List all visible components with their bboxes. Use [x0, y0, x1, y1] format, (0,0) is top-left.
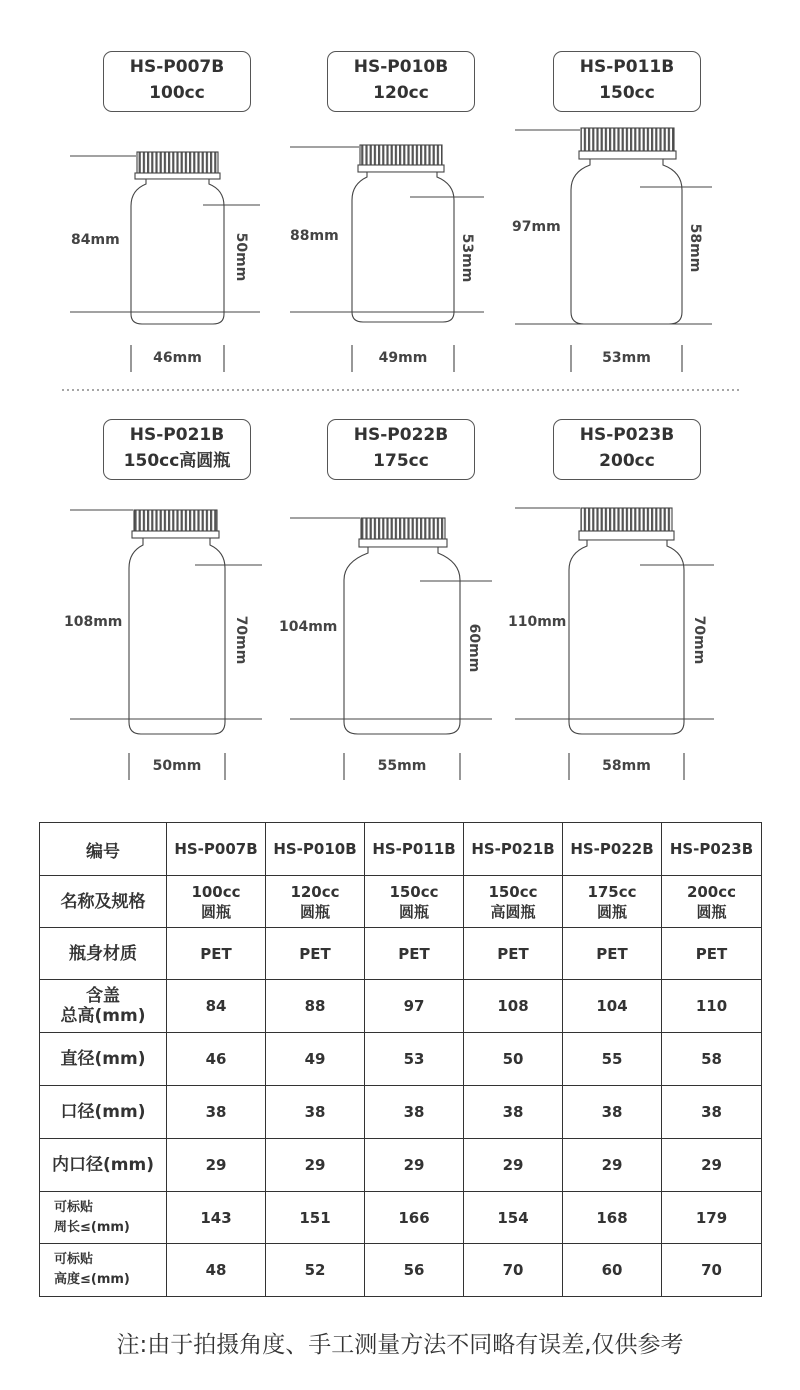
- table-cell-line: 29: [701, 1156, 722, 1174]
- table-row: [40, 1086, 762, 1139]
- disclaimer-note: 注:由于拍摄角度、手工测量方法不同略有误差,仅供参考: [116, 1332, 684, 1358]
- table-row-header-line: 周长≤(mm): [54, 1219, 130, 1235]
- table-cell: [563, 876, 662, 928]
- table-cell: [167, 1192, 266, 1244]
- table-row-header: [40, 980, 167, 1033]
- table-cell: HS-P007B: [167, 823, 266, 876]
- table-cell: [563, 1244, 662, 1297]
- total-height-label: 88mm: [290, 228, 339, 244]
- table-cell: [167, 1244, 266, 1297]
- table-cell-line: 88: [304, 997, 326, 1015]
- table-cell-line: 179: [695, 1208, 728, 1227]
- table-cell: [167, 1139, 266, 1192]
- product-code: HS-P021B: [129, 425, 225, 445]
- table-cell-line: 58: [701, 1050, 722, 1068]
- product-volume: 175cc: [373, 451, 429, 471]
- table-cell: [464, 980, 563, 1033]
- bottle-hs-p023b: [515, 508, 714, 780]
- table-cell: HS-P021B: [464, 823, 563, 876]
- table-cell: [266, 1033, 365, 1086]
- table-cell-line: 151: [299, 1208, 331, 1227]
- table-cell-line: 70: [701, 1261, 722, 1279]
- table-cell: [464, 1033, 563, 1086]
- table-cell: [563, 1033, 662, 1086]
- spec-table: [39, 822, 762, 1297]
- table-cell-line: 175cc: [587, 882, 637, 901]
- table-cell-line: 29: [304, 1156, 326, 1174]
- table-row: [40, 1244, 762, 1297]
- table-cell-line: 50: [502, 1050, 524, 1068]
- table-cell: [662, 1192, 762, 1244]
- table-row-header-line: 名称及规格: [60, 891, 146, 912]
- table-row-header: [40, 1086, 167, 1139]
- bottle-hs-p010b: [290, 145, 484, 372]
- body-height-label: 58mm: [687, 223, 703, 273]
- product-volume: 200cc: [599, 451, 655, 471]
- table-cell-line: 143: [200, 1208, 232, 1227]
- table-cell: [167, 1086, 266, 1139]
- table-cell: [662, 928, 762, 980]
- table-row: [40, 876, 762, 928]
- table-cell: [563, 980, 662, 1033]
- table-cell-line: 166: [398, 1208, 430, 1227]
- table-cell-line: 29: [502, 1156, 524, 1174]
- table-row-header: [40, 1192, 167, 1244]
- table-cell: [365, 1139, 464, 1192]
- table-cell-line: 圆瓶: [398, 902, 429, 921]
- table-cell-line: 150cc: [488, 882, 538, 901]
- total-height-label: 110mm: [508, 614, 567, 630]
- table-cell: [266, 928, 365, 980]
- product-code: HS-P010B: [353, 57, 449, 77]
- bottle-hs-p022b: [290, 518, 492, 780]
- total-height-label: 84mm: [71, 232, 120, 248]
- product-volume: 150cc高圆瓶: [123, 451, 231, 471]
- table-cell-line: 高圆瓶: [490, 902, 536, 921]
- total-height-label: 104mm: [279, 619, 338, 635]
- table-cell-line: 52: [304, 1261, 326, 1279]
- total-height-label: 97mm: [512, 219, 561, 235]
- bottle-cap: [137, 152, 218, 174]
- table-cell-line: 110: [695, 997, 728, 1015]
- table-row-header: [40, 1033, 167, 1086]
- table-cell-line: 圆瓶: [200, 902, 231, 921]
- table-row: [40, 1033, 762, 1086]
- diameter-label: 55mm: [377, 758, 427, 774]
- table-cell: [365, 980, 464, 1033]
- table-cell: [266, 1244, 365, 1297]
- table-cell-line: 56: [403, 1261, 425, 1279]
- table-cell: [464, 1244, 563, 1297]
- table-cell: HS-P010B: [266, 823, 365, 876]
- table-cell-line: PET: [398, 944, 430, 963]
- table-row-header: [40, 876, 167, 928]
- table-cell-line: 38: [205, 1103, 227, 1121]
- table-cell: [365, 1244, 464, 1297]
- product-volume: 120cc: [373, 83, 429, 103]
- body-height-label: 60mm: [466, 623, 482, 673]
- table-cell: [662, 980, 762, 1033]
- table-cell: [266, 1192, 365, 1244]
- diameter-label: 50mm: [152, 758, 202, 774]
- bottle-cap: [581, 128, 674, 152]
- table-row: [40, 1139, 762, 1192]
- table-cell: [563, 1192, 662, 1244]
- table-cell: [464, 1139, 563, 1192]
- table-cell: [167, 876, 266, 928]
- body-height-label: 70mm: [691, 615, 707, 665]
- table-cell-line: 108: [497, 997, 529, 1015]
- table-cell-line: 104: [596, 997, 628, 1015]
- product-code: HS-P011B: [579, 57, 675, 77]
- table-cell-line: 38: [304, 1103, 326, 1121]
- bottle-cap: [360, 145, 442, 166]
- diameter-label: 53mm: [602, 350, 651, 366]
- table-cell: [266, 1139, 365, 1192]
- table-cell-line: 97: [403, 997, 425, 1015]
- bottle-cap: [134, 510, 217, 532]
- product-code: HS-P007B: [129, 57, 225, 77]
- table-cell-line: 120cc: [290, 882, 340, 901]
- product-code: HS-P023B: [579, 425, 675, 445]
- table-cell-line: 圆瓶: [596, 902, 627, 921]
- product-volume: 100cc: [149, 83, 205, 103]
- table-cell-line: PET: [497, 944, 529, 963]
- product-volume: 150cc: [599, 83, 655, 103]
- table-cell: [464, 1086, 563, 1139]
- table-cell: HS-P023B: [662, 823, 762, 876]
- diameter-label: 49mm: [378, 350, 428, 366]
- table-row-header: [40, 1244, 167, 1297]
- table-row-header-line: 含盖: [86, 986, 120, 1006]
- total-height-label: 108mm: [64, 614, 123, 630]
- table-cell: HS-P011B: [365, 823, 464, 876]
- table-cell-line: 38: [502, 1103, 524, 1121]
- table-cell-line: 70: [502, 1261, 524, 1279]
- table-cell-line: 200cc: [686, 882, 737, 901]
- bottle-cap: [361, 518, 445, 540]
- table-row: [40, 1192, 762, 1244]
- table-cell: [365, 928, 464, 980]
- table-cell-line: 53: [403, 1050, 425, 1068]
- product-code: HS-P022B: [353, 425, 449, 445]
- table-cell: [365, 876, 464, 928]
- table-cell-line: 46: [205, 1050, 227, 1068]
- table-row-header: 编号: [40, 823, 167, 876]
- table-cell: [464, 1192, 563, 1244]
- table-cell: [662, 876, 762, 928]
- diameter-label: 46mm: [153, 350, 202, 366]
- table-row: [40, 980, 762, 1033]
- table-cell-line: 49: [304, 1050, 326, 1068]
- table-row-header-line: 口径(mm): [60, 1102, 146, 1122]
- table-cell: [167, 980, 266, 1033]
- table-cell: [365, 1033, 464, 1086]
- bottle-hs-p011b: [515, 128, 712, 372]
- table-cell: [167, 1033, 266, 1086]
- table-cell-line: PET: [299, 944, 331, 963]
- body-height-label: 50mm: [233, 232, 249, 282]
- table-cell-line: 圆瓶: [299, 902, 330, 921]
- table-row-header-line: 高度≤(mm): [54, 1272, 130, 1287]
- body-height-label: 53mm: [459, 233, 475, 283]
- table-cell-line: 48: [205, 1261, 227, 1279]
- table-cell: [167, 928, 266, 980]
- table-cell-line: PET: [200, 944, 232, 963]
- bottle-hs-p007b: [70, 152, 260, 372]
- table-cell-line: 168: [596, 1208, 628, 1227]
- table-row-header: [40, 1139, 167, 1192]
- table-cell-line: PET: [695, 944, 728, 963]
- table-row-header-line: 瓶身材质: [69, 943, 137, 964]
- table-cell-line: 84: [205, 997, 227, 1015]
- body-height-label: 70mm: [233, 615, 249, 665]
- table-cell: [365, 1086, 464, 1139]
- table-row: [40, 928, 762, 980]
- table-cell: [266, 980, 365, 1033]
- table-cell: [464, 928, 563, 980]
- table-cell: [662, 1139, 762, 1192]
- table-cell-line: 60: [601, 1261, 623, 1279]
- table-cell: [563, 928, 662, 980]
- table-cell-line: 38: [403, 1103, 425, 1121]
- table-cell-line: 38: [701, 1103, 722, 1121]
- table-cell: [266, 876, 365, 928]
- table-cell-line: 29: [205, 1156, 227, 1174]
- table-cell-line: 100cc: [191, 882, 241, 901]
- table-cell-line: 154: [497, 1208, 529, 1227]
- table-cell-line: 圆瓶: [696, 902, 727, 921]
- table-cell-line: 150cc: [389, 882, 439, 901]
- table-cell-line: PET: [596, 944, 628, 963]
- table-header-row: [40, 823, 762, 876]
- bottle-cap: [581, 508, 672, 532]
- table-cell-line: 55: [601, 1050, 623, 1068]
- table-row-header-line: 总高(mm): [60, 1006, 146, 1026]
- table-cell: [464, 876, 563, 928]
- table-row-header-line: 可标贴: [54, 1252, 94, 1267]
- table-cell: [662, 1033, 762, 1086]
- table-cell: HS-P022B: [563, 823, 662, 876]
- table-cell-line: 29: [601, 1156, 623, 1174]
- table-cell-line: 29: [403, 1156, 425, 1174]
- table-cell: [266, 1086, 365, 1139]
- table-row-header: [40, 928, 167, 980]
- table-cell: [662, 1086, 762, 1139]
- table-cell: [365, 1192, 464, 1244]
- table-row-header-line: 直径(mm): [60, 1049, 146, 1069]
- table-cell-line: 38: [601, 1103, 623, 1121]
- table-row-header-line: 可标贴: [54, 1199, 94, 1215]
- table-cell: [563, 1139, 662, 1192]
- table-row-header-line: 内口径(mm): [52, 1155, 154, 1175]
- table-cell: [563, 1086, 662, 1139]
- table-cell: [662, 1244, 762, 1297]
- diameter-label: 58mm: [602, 758, 651, 774]
